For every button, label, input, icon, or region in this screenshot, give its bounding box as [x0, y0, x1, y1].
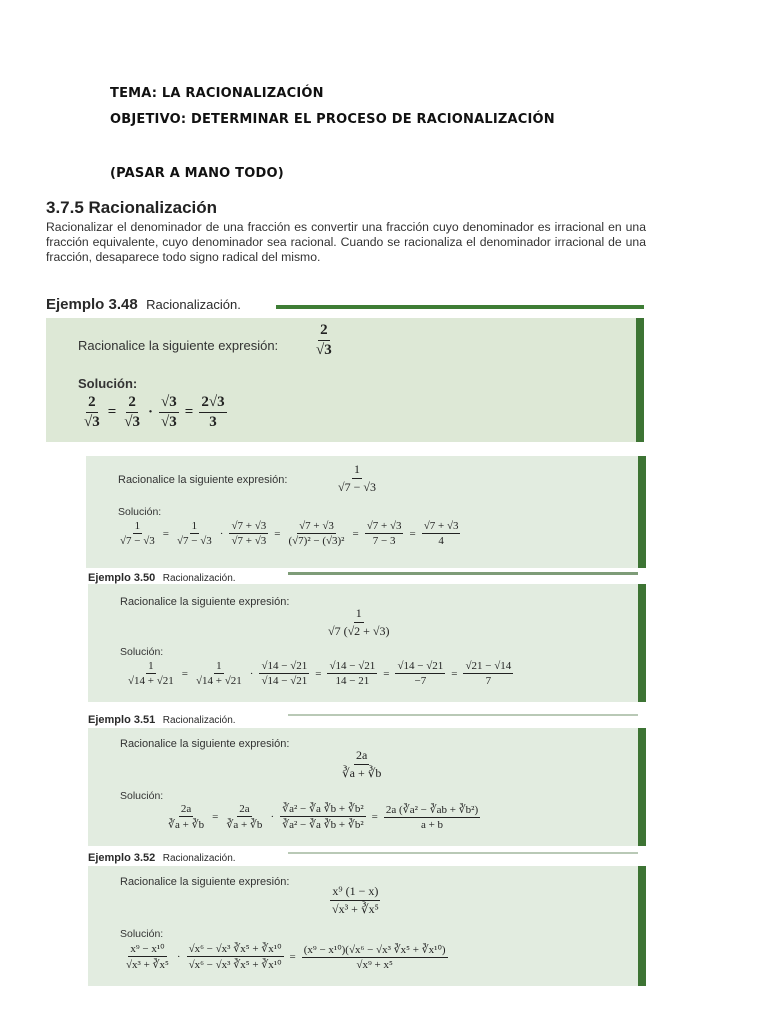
step-num: 1 [191, 520, 198, 532]
topic-title: TEMA: LA RACIONALIZACIÓN [110, 86, 324, 101]
step-num: 2a [239, 802, 250, 815]
step-den: √x⁹ + x⁵ [356, 958, 393, 971]
expression [312, 322, 336, 359]
equals-sign: = [352, 527, 359, 540]
equals-sign: = [451, 667, 458, 680]
step-num: √21 − √14 [465, 660, 512, 672]
example-topic: Racionalización. [162, 715, 236, 726]
example-topic: Racionalización. [146, 297, 241, 312]
expression [334, 462, 380, 495]
expr-num: 1 [354, 606, 364, 623]
step-num: √x⁶ − √x³ ∛x⁵ + ∛x¹⁰ [188, 943, 282, 955]
equals-sign: = [212, 810, 219, 823]
step-den: √14 − √21 [261, 675, 308, 687]
step-num: 1 [134, 520, 141, 532]
example-box [88, 584, 646, 702]
step-num: 1 [216, 660, 222, 672]
prompt-label: Racionalice la siguiente expresión: [78, 338, 279, 353]
equals-sign: = [107, 404, 117, 420]
step-num: √14 − √21 [397, 660, 444, 672]
step-num: √3 [159, 394, 179, 413]
step-num: 1 [148, 660, 154, 672]
equals-sign: = [371, 810, 378, 823]
solution-label: Solución: [120, 928, 164, 940]
example-topic: Racionalización. [162, 853, 236, 864]
expr-den: √x³ + ∛x⁵ [332, 902, 379, 916]
step-num: √7 + √3 [231, 520, 267, 532]
equals-sign: = [409, 527, 416, 540]
step-den: 14 − 21 [335, 675, 370, 687]
step-den: 7 [485, 675, 492, 687]
example-box [86, 456, 646, 568]
equals-sign: = [184, 404, 194, 420]
step-den: 4 [438, 535, 444, 547]
step-den: √14 + √21 [196, 675, 242, 687]
step-num: ∛a² − ∛a ∛b + ∛b² [282, 803, 364, 815]
step-num: √7 + √3 [299, 520, 334, 532]
expr-den: √3 [316, 342, 332, 358]
expr-num: x⁹ (1 − x) [330, 884, 380, 901]
equals-sign: = [274, 527, 281, 540]
solution-label: Solución: [120, 790, 164, 802]
equals-sign: = [315, 667, 322, 680]
example-label: Ejemplo 3.52 [88, 852, 156, 864]
solution-steps [124, 660, 515, 687]
equals-sign: = [383, 667, 390, 680]
example-heading [88, 848, 638, 866]
example-box [46, 318, 644, 442]
expression [338, 748, 385, 781]
step-den: √x³ + ∛x⁵ [126, 959, 169, 971]
step-den: √3 [84, 414, 100, 430]
example-topic: Racionalización. [162, 573, 236, 584]
dot-sign: · [219, 527, 224, 540]
step-den: √7 − √3 [177, 535, 212, 547]
solution-label: Solución: [78, 376, 138, 391]
equals-sign: = [289, 950, 296, 963]
expr-num: 2 [318, 322, 330, 341]
section-title: 3.7.5 Racionalización [46, 198, 218, 217]
objective-text: OBJETIVO: DETERMINAR EL PROCESO DE RACIONALIZACIÓN [110, 112, 555, 127]
example-box [88, 866, 646, 986]
expression [324, 606, 394, 639]
step-den: √14 + √21 [128, 675, 174, 687]
heading-rule [276, 305, 644, 309]
step-den: ∛a + ∛b [226, 818, 263, 831]
step-den: √3 [124, 414, 141, 430]
step-den: 3 [209, 414, 217, 430]
dot-sign: · [148, 404, 154, 420]
step-num: 2a [180, 802, 192, 815]
prompt-label: Racionalice la siguiente expresión: [120, 876, 290, 888]
example-heading [46, 296, 646, 314]
step-num: x⁹ − x¹⁰ [130, 943, 165, 955]
expr-num: 2a [354, 748, 369, 765]
expression [328, 884, 383, 917]
example-label: Ejemplo 3.48 [46, 296, 138, 313]
step-den: √x⁶ − √x³ ∛x⁵ + ∛x¹⁰ [188, 959, 282, 971]
step-num: √7 + √3 [366, 520, 402, 532]
step-den: 7 − 3 [372, 535, 396, 547]
dot-sign: · [249, 667, 254, 680]
example-label: Ejemplo 3.51 [88, 714, 156, 726]
step-den: ∛a + ∛b [168, 818, 205, 831]
dot-sign: · [176, 950, 181, 963]
step-den: (√7)² − (√3)² [288, 535, 345, 547]
solution-label: Solución: [120, 646, 164, 658]
step-den: √7 + √3 [231, 535, 267, 547]
step-den: ∛a² − ∛a ∛b + ∛b² [282, 819, 364, 831]
heading-rule [288, 572, 638, 575]
solution-label: Solución: [118, 506, 162, 518]
heading-rule [288, 852, 638, 854]
example-box [88, 728, 646, 846]
step-num: √7 + √3 [423, 520, 459, 532]
section-block [46, 198, 646, 265]
step-num: 2a (∛a² − ∛ab + ∛b²) [385, 803, 479, 816]
dot-sign: · [270, 810, 275, 823]
prompt-label: Racionalice la siguiente expresión: [120, 596, 290, 608]
equals-sign: = [162, 527, 169, 540]
step-num: (x⁹ − x¹⁰)(√x⁶ − √x³ ∛x⁵ + ∛x¹⁰) [303, 943, 446, 956]
prompt-label: Racionalice la siguiente expresión: [118, 474, 288, 486]
expr-den: √7 − √3 [338, 480, 376, 494]
example-heading [88, 710, 638, 728]
step-num: √14 − √21 [329, 660, 376, 672]
instruction-note: (PASAR A MANO TODO) [110, 166, 284, 181]
solution-steps [122, 942, 450, 971]
step-num: 2 [86, 394, 98, 413]
step-num: 2 [126, 394, 138, 413]
step-den: √3 [161, 414, 177, 430]
step-den: a + b [420, 818, 444, 831]
solution-steps [80, 394, 229, 431]
step-num: 2√3 [199, 394, 226, 413]
expr-num: 1 [352, 462, 362, 479]
expr-den: √7 (√2 + √3) [328, 624, 390, 638]
section-paragraph: Racionalizar el denominador de una fracción es convertir una fracción cuyo denominador es irracional en una fracción equivalente, cuyo denominador sea racional. Cuando se racionaliza el denominador irracional de una fracción, desaparece todo signo radical del mismo. [46, 220, 646, 264]
equals-sign: = [181, 667, 188, 680]
step-den: −7 [414, 675, 427, 687]
step-num: √14 − √21 [261, 660, 308, 672]
step-den: √7 − √3 [120, 535, 155, 547]
example-label: Ejemplo 3.50 [88, 572, 156, 584]
heading-rule [288, 714, 638, 716]
solution-steps [116, 520, 462, 547]
solution-steps [164, 802, 482, 831]
prompt-label: Racionalice la siguiente expresión: [120, 738, 290, 750]
expr-den: ∛a + ∛b [342, 766, 382, 780]
